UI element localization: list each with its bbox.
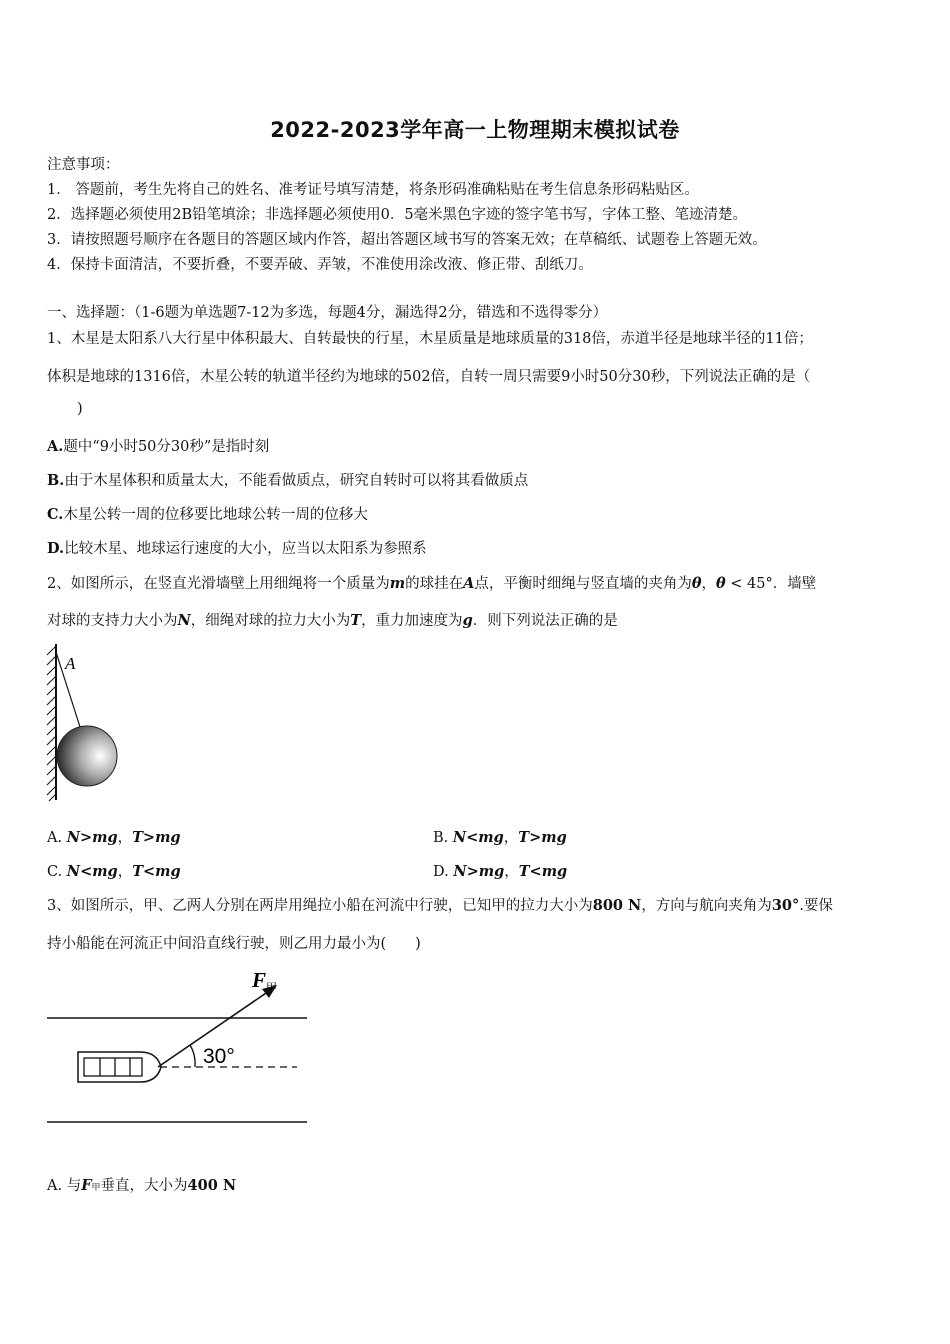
q2-text: 的球挂在	[405, 576, 464, 592]
q2-option-a	[47, 826, 181, 847]
var-t: T	[518, 863, 530, 880]
q3-stem-line-1	[47, 894, 833, 915]
var-mg: mg	[155, 863, 181, 880]
q2-var-theta: θ	[691, 575, 702, 592]
q2-text: 点，平衡时细绳与竖直墙的夹角为	[474, 576, 692, 592]
q3-force-value: 800 N	[592, 897, 642, 914]
q2-option-c	[47, 860, 181, 881]
relation: <	[143, 863, 156, 880]
point-a-label: A	[65, 654, 76, 673]
q1-option-b-letter: B.	[47, 472, 65, 489]
relation: >	[529, 829, 542, 846]
var-n: N	[66, 829, 80, 846]
var-mg: mg	[541, 863, 568, 880]
separator: ，	[117, 864, 133, 880]
q3-angle-value: 30°	[771, 897, 800, 914]
force-label	[251, 968, 277, 994]
q1-option-d-letter: D.	[47, 540, 65, 557]
boat-hull	[78, 1052, 161, 1082]
q3-text: 与	[66, 1178, 82, 1194]
force-label-letter: F	[252, 968, 267, 992]
separator: ，	[503, 830, 519, 846]
notice-item-4: 4．保持卡面清洁，不要折叠，不要弄破、弄皱，不准使用涂改液、修正带、刮纸刀。	[47, 257, 593, 273]
var-mg: mg	[155, 829, 181, 846]
q1-stem-line-1: 1、木星是太阳系八大行星中体积最大、自转最快的行星，木星质量是地球质量的318倍，赤道半径是地球半径的11倍；	[47, 331, 813, 347]
q3-stem-line-2: 持小船能在河流正中间沿直线行驶，则乙用力最小为( )	[47, 936, 421, 952]
angle-arc	[190, 1045, 195, 1067]
notice-item-2: 2．选择题必须使用2B铅笔填涂；非选择题必须使用0．5毫米黑色字迹的签字笔书写，字体工整、笔迹清楚。	[47, 207, 748, 223]
var-mg: mg	[541, 829, 567, 846]
q3-option-a	[47, 1174, 236, 1195]
q2-text: ，重力加速度为	[361, 613, 463, 629]
var-f: F	[81, 1177, 92, 1194]
relation: <	[466, 829, 479, 846]
q1-option-c	[47, 503, 368, 524]
q2-option-b	[433, 826, 567, 847]
var-mg: mg	[92, 863, 118, 880]
page-title: 2022-2023学年高一上物理期末模拟试卷	[270, 118, 680, 142]
q1-option-a-letter: A.	[47, 438, 64, 455]
var-mg: mg	[478, 829, 504, 846]
q3-figure-river-boat	[45, 962, 315, 1130]
q2-text: 2、如图所示，在竖直光滑墙壁上用细绳将一个质量为	[47, 576, 390, 592]
notice-item-1: 1． 答题前，考生先将自己的姓名、准考证号填写清楚，将条形码准确粘贴在考生信息条形码粘贴区。	[47, 182, 699, 198]
q2-text: 对球的支持力大小为	[47, 613, 178, 629]
q2-text: ，	[701, 576, 717, 592]
option-letter: C.	[47, 864, 67, 880]
q2-text: < 45°．墙壁	[725, 576, 817, 592]
option-letter: D.	[433, 864, 454, 880]
var-mg: mg	[478, 863, 505, 880]
q2-stem-line-1	[47, 572, 816, 593]
q2-var-theta: θ	[716, 575, 726, 592]
option-letter: A.	[47, 1178, 67, 1194]
relation: >	[466, 863, 479, 880]
var-n: N	[453, 863, 467, 880]
q2-var-g: g	[462, 612, 473, 629]
q2-var-t: T	[350, 612, 362, 629]
var-t: T	[132, 863, 143, 880]
relation: <	[529, 863, 542, 880]
var-f-sub: 甲	[91, 1183, 101, 1193]
separator: ，	[504, 864, 519, 880]
relation: >	[79, 829, 93, 846]
q2-stem-line-2	[47, 609, 618, 630]
relation: <	[80, 863, 93, 880]
section-heading: 一、选择题：（1-6题为单选题7-12为多选，每题4分，漏选得2分，错选和不选得零分）	[47, 305, 608, 321]
q3-text: 3、如图所示，甲、乙两人分别在两岸用绳拉小船在河流中行驶，已知甲的拉力大小为	[47, 898, 593, 914]
notice-heading: 注意事项：	[47, 157, 120, 173]
q2-var-a: A	[463, 575, 475, 592]
separator: ，	[117, 830, 133, 846]
q3-text: .要保	[799, 898, 833, 914]
q1-option-c-text: 木星公转一周的位移要比地球公转一周的位移大	[63, 507, 368, 523]
q1-option-b	[47, 469, 528, 490]
q3-text: ，方向与航向夹角为	[641, 898, 772, 914]
notice-item-3: 3．请按照题号顺序在各题目的答题区域内作答，超出答题区域书写的答案无效；在草稿纸、试题卷上答题无效。	[47, 232, 767, 248]
q1-option-a-text: 题中“9小时50分30秒”是指时刻	[63, 439, 270, 455]
q3-text: 垂直，大小为	[100, 1178, 188, 1194]
q1-option-d-text: 比较木星、地球运行速度的大小，应当以太阳系为参照系	[64, 541, 427, 557]
relation: >	[142, 829, 156, 846]
q2-figure-wall-ball	[40, 642, 130, 804]
q2-text: ，细绳对球的拉力大小为	[190, 613, 351, 629]
q1-option-b-text: 由于木星体积和质量太大，不能看做质点，研究自转时可以将其看做质点	[64, 473, 529, 489]
q1-option-d	[47, 537, 427, 558]
q1-option-c-letter: C.	[47, 506, 64, 523]
q3-answer-value: 400 N	[187, 1177, 237, 1194]
q2-var-m: m	[389, 575, 406, 592]
wall-hatching	[47, 646, 56, 801]
var-t: T	[132, 829, 143, 846]
q1-stem-line-3: )	[77, 401, 83, 417]
var-t: T	[518, 829, 530, 846]
var-n: N	[452, 829, 467, 846]
var-n: N	[66, 863, 81, 880]
q1-stem-line-2: 体积是地球的1316倍，木星公转的轨道半径约为地球的502倍，自转一周只需要9小时50分30秒，下列说法正确的是（	[47, 369, 811, 385]
q2-text: ．则下列说法正确的是	[472, 613, 618, 629]
force-label-sub: 甲	[266, 982, 278, 994]
option-letter: B.	[433, 830, 453, 846]
ball-shape	[57, 726, 117, 786]
option-letter: A.	[47, 830, 67, 846]
q2-var-n: N	[177, 612, 191, 629]
var-mg: mg	[92, 829, 118, 846]
q1-option-a	[47, 435, 269, 456]
q2-option-d	[433, 860, 567, 881]
angle-label: 30°	[203, 1045, 235, 1068]
